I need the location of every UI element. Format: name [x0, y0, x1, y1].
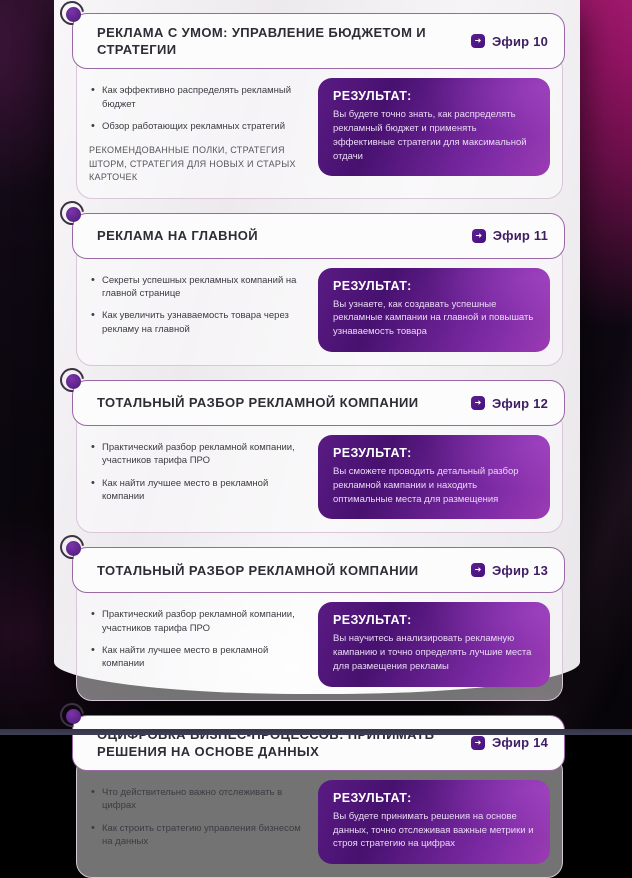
footer-strip [0, 729, 632, 735]
webinar-card [72, 715, 565, 878]
card-body [76, 577, 563, 700]
badge-arrow-icon: ➜ [471, 736, 485, 750]
timeline-dot-icon [66, 207, 81, 222]
ether-badge[interactable] [472, 228, 548, 243]
bullet-item: • Как найти лучшее место в рекламной компании [89, 477, 307, 504]
card-body [76, 53, 563, 198]
result-text: Вы будете точно знать, как распределять рекламный бюджет и применять эффективные стратегии для максимальной отдачи [333, 109, 527, 162]
badge-arrow-icon: ➜ [472, 229, 486, 243]
timeline-dot-icon [66, 374, 81, 389]
webinar-card-list [54, 0, 580, 878]
result-panel [318, 435, 550, 519]
result-text: Вы сможете проводить детальный разбор рекламной кампании и находить оптимальные места для размещения [333, 466, 519, 505]
card-header [72, 213, 565, 259]
card-body [76, 243, 563, 366]
result-text: Вы научитесь анализировать рекламную кампанию и точно определять лучшие места для размещения рекламы [333, 633, 532, 672]
ether-badge[interactable] [471, 34, 548, 49]
card-header [72, 715, 565, 771]
result-text: Вы будете принимать решения на основе данных, точно отслеживая важные метрики и строя стратегию на цифрах [333, 810, 534, 850]
paper-sheet [54, 0, 580, 850]
result-panel [318, 78, 550, 176]
badge-arrow-icon: ➜ [471, 396, 485, 410]
webinar-card [72, 547, 565, 700]
ether-badge[interactable] [471, 735, 548, 750]
card-left-column [89, 268, 307, 345]
webinar-card [72, 13, 565, 199]
badge-label: Эфир 14 [491, 735, 548, 751]
timeline-dot-icon [66, 7, 81, 22]
bullet-list [89, 602, 307, 670]
bullet-item: • Секреты успешных рекламных компаний на главной странице [89, 274, 307, 301]
result-text: Вы узнаете, как создавать успешные рекламные кампании на главной и повышать узнаваемость товара [333, 298, 534, 338]
card-title: ТОТАЛЬНЫЙ РАЗБОР РЕКЛАМНОЙ КОМПАНИИ [97, 395, 419, 411]
bullet-list [89, 268, 307, 336]
bullet-list [89, 435, 307, 503]
card-left-column [89, 78, 307, 184]
badge-label: Эфир 12 [491, 395, 548, 411]
badge-arrow-icon: ➜ [471, 34, 485, 48]
result-label: РЕЗУЛЬТАТ: [333, 446, 412, 460]
card-note: РЕКОМЕНДОВАННЫЕ ПОЛКИ, СТРАТЕГИЯ ШТОРМ, СТРАТЕГИЯ ДЛЯ НОВЫХ И СТАРЫХ КАРТОЧЕК [89, 145, 296, 183]
bullet-item: • Как найти лучшее место в рекламной компании [89, 644, 307, 671]
card-title: РЕШЕНИЯ НА ОСНОВЕ ДАННЫХ [97, 743, 320, 759]
card-body [76, 755, 563, 878]
bullet-list [89, 780, 307, 848]
card-title: ТОТАЛЬНЫЙ РАЗБОР РЕКЛАМНОЙ КОМПАНИИ [97, 562, 419, 578]
bullet-item: • Как эффективно распределять рекламный бюджет [89, 84, 307, 111]
card-title: РЕКЛАМА С УМОМ: УПРАВЛЕНИЕ БЮДЖЕТОМ И СТРАТЕГИИ [97, 25, 427, 58]
result-panel [318, 602, 550, 686]
ether-badge[interactable] [471, 396, 548, 411]
card-header [72, 547, 565, 593]
badge-arrow-icon: ➜ [471, 563, 485, 577]
card-header [72, 13, 565, 69]
result-label: РЕЗУЛЬТАТ: [333, 278, 412, 293]
bullet-list [89, 78, 307, 133]
badge-label: Эфир 11 [492, 228, 548, 244]
result-panel [318, 780, 550, 864]
bullet-item: • Обзор работающих рекламных стратегий [89, 120, 307, 133]
bullet-item: • Практический разбор рекламной компании, участников тарифа ПРО [89, 608, 307, 635]
webinar-card [72, 380, 565, 533]
card-left-column [89, 780, 307, 857]
ether-badge[interactable] [471, 563, 548, 578]
card-left-column [89, 435, 307, 512]
result-label: РЕЗУЛЬТАТ: [333, 89, 412, 104]
card-header [72, 380, 565, 426]
card-left-column [89, 602, 307, 679]
result-label: РЕЗУЛЬТАТ: [333, 790, 412, 805]
card-body [76, 410, 563, 533]
bullet-item: • Как строить стратегию управления бизнесом на данных [89, 822, 307, 849]
bullet-item: • Практический разбор рекламной компании, участников тарифа ПРО [89, 441, 307, 468]
bullet-item: • Как увеличить узнаваемость товара через рекламу на главной [89, 309, 307, 336]
badge-label: Эфир 13 [491, 562, 548, 578]
result-label: РЕЗУЛЬТАТ: [333, 613, 412, 628]
bullet-item: • Что действительно важно отслеживать в цифрах [89, 786, 307, 813]
timeline-dot-icon [66, 709, 81, 724]
badge-label: Эфир 10 [491, 33, 548, 49]
result-panel [318, 268, 550, 352]
card-title: РЕКЛАМА НА ГЛАВНОЙ [97, 228, 258, 244]
webinar-card [72, 213, 565, 366]
